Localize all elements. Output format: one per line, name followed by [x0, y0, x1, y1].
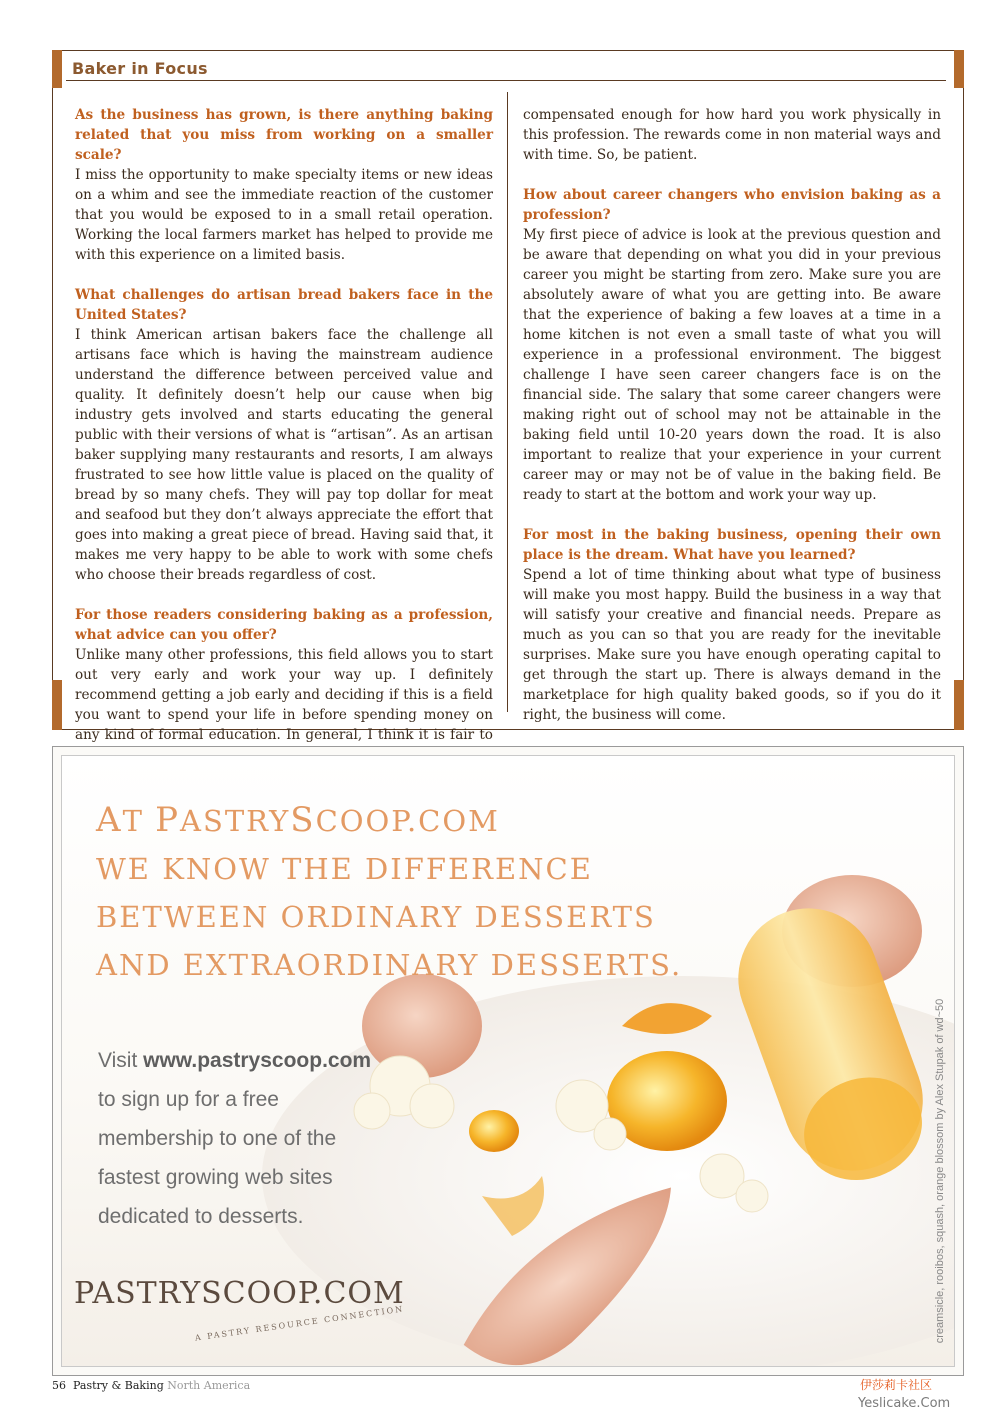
- headline-line: WE KNOW THE DIFFERENCE: [96, 852, 593, 886]
- orange-sphere: [469, 1110, 519, 1152]
- logo-wordmark: PASTRYSCOOP.COM: [74, 1276, 405, 1311]
- answer-paragraph: My first piece of advice is look at the previous question and be aware that depending on what you did in your previous career you might be starting from zero. Make sure you are absolutely aware of what you are getting into. Be aware that the experience of baking a few loaves at a time in a home kitchen is not even a small taste of what you will experience in a professional environment. The biggest challenge I have seen career changers face is on the financial side. The salary that some career changers were making right out of school may not be attainable in the baking field until 10-20 years down the road. It is also important to realize that your experience in your current career may or may not be of value in the baking field. Be ready to start at the bottom and work your way up.: [523, 227, 941, 503]
- page-footer: [52, 1379, 250, 1392]
- column-divider: [507, 92, 508, 712]
- page-number: 56: [52, 1379, 66, 1392]
- copy-line: membership to one of the: [98, 1127, 337, 1150]
- logo-tagline: A PASTRY RESOURCE CONNECTION: [194, 1304, 405, 1343]
- headline-line: AT PASTRYSCOOP.COM: [96, 800, 500, 840]
- question-heading: What challenges do artisan bread bakers face in the United States?: [75, 287, 493, 323]
- sponge-piece: [362, 974, 482, 1078]
- corner-accent: [52, 680, 62, 730]
- ad-copy: [98, 1041, 371, 1236]
- answer-continuation: compensated enough for how hard you work physically in this profession. The rewards come in non material ways and with time. So, be patient.: [523, 107, 941, 163]
- pastryscoop-logo[interactable]: [74, 1276, 405, 1343]
- question-heading: How about career changers who envision baking as a profession?: [523, 187, 941, 223]
- visit-line: Visit www.pastryscoop.com: [98, 1049, 372, 1072]
- corner-accent: [52, 50, 62, 88]
- headline-line: BETWEEN ORDINARY DESSERTS: [96, 900, 656, 934]
- left-column: [75, 105, 493, 765]
- headline-line: AND EXTRAORDINARY DESSERTS.: [96, 948, 683, 982]
- answer-paragraph: Spend a lot of time thinking about what type of business will make you most happy. Build the business in a way that will satisfy your creative and financial needs. Prepare as much as you can so that you are ready for the inevitable surprises. Make sure you have enough operating capital to get through the start up. There is always demand in the marketplace for high quality baked goods, so if you do it right, the business will come.: [523, 567, 941, 723]
- ad-headline: [96, 796, 682, 989]
- answer-paragraph: I think American artisan bakers face the challenge all artisans face which is having the mainstream audience understand the difference between perceived value and quality. It definitely doesn’t help our cause when big industry gets involved and starts educating the general public with their versions of what is “artisan”. As an artisan baker supplying many restaurants and resorts, I am always frustrated to see how little value is placed on the quality of bread by so many chefs. They will pay top dollar for meat and seafood but they don’t always appreciate the effort that goes into making a great piece of bread. Having said that, it makes me very happy to be able to work with some chefs who choose their breads regardless of cost.: [75, 327, 493, 583]
- photo-credit: creamsicle, rooibos, squash, orange blossom by Alex Stupak of wd~50: [934, 998, 946, 1344]
- ad-panel: [61, 755, 955, 1367]
- title-divider: [66, 80, 946, 81]
- corner-accent: [954, 50, 964, 88]
- question-heading: For those readers considering baking as a profession, what advice can you offer?: [75, 607, 493, 643]
- question-heading: As the business has grown, is there anything baking related that you miss from working on a smaller scale?: [75, 107, 493, 163]
- corner-accent: [954, 680, 964, 730]
- right-column: [523, 105, 941, 725]
- question-heading: For most in the baking business, opening their own place is the dream. What have you learned?: [523, 527, 941, 563]
- copy-line: fastest growing web sites: [98, 1166, 333, 1189]
- publication-edition: North America: [167, 1379, 251, 1392]
- section-title: Baker in Focus: [72, 59, 208, 78]
- watermark-english: Yeslicake.Com: [858, 1396, 951, 1411]
- copy-line: dedicated to desserts.: [98, 1205, 304, 1228]
- answer-paragraph: I miss the opportunity to make specialty items or new ideas on a whim and see the immediate reaction of the customer that you would be exposed to in a small retail operation. Working the local farmers market has helped to provide me with this experience on a limited basis.: [75, 167, 493, 263]
- website-link[interactable]: www.pastryscoop.com: [143, 1049, 372, 1072]
- watermark-chinese: 伊莎莉卡社区: [860, 1378, 933, 1392]
- copy-line: to sign up for a free: [98, 1088, 279, 1111]
- pastryscoop-advertisement[interactable]: [52, 746, 964, 1376]
- answer-paragraph: Unlike many other professions, this field allows you to start out very early and work your way up. I definitely recommend getting a job early and deciding if this is a field you want to spend your life in before spending money on any kind of formal education. In general, I think it is fair to: [75, 647, 493, 743]
- publication-name: Pastry & Baking: [73, 1379, 164, 1392]
